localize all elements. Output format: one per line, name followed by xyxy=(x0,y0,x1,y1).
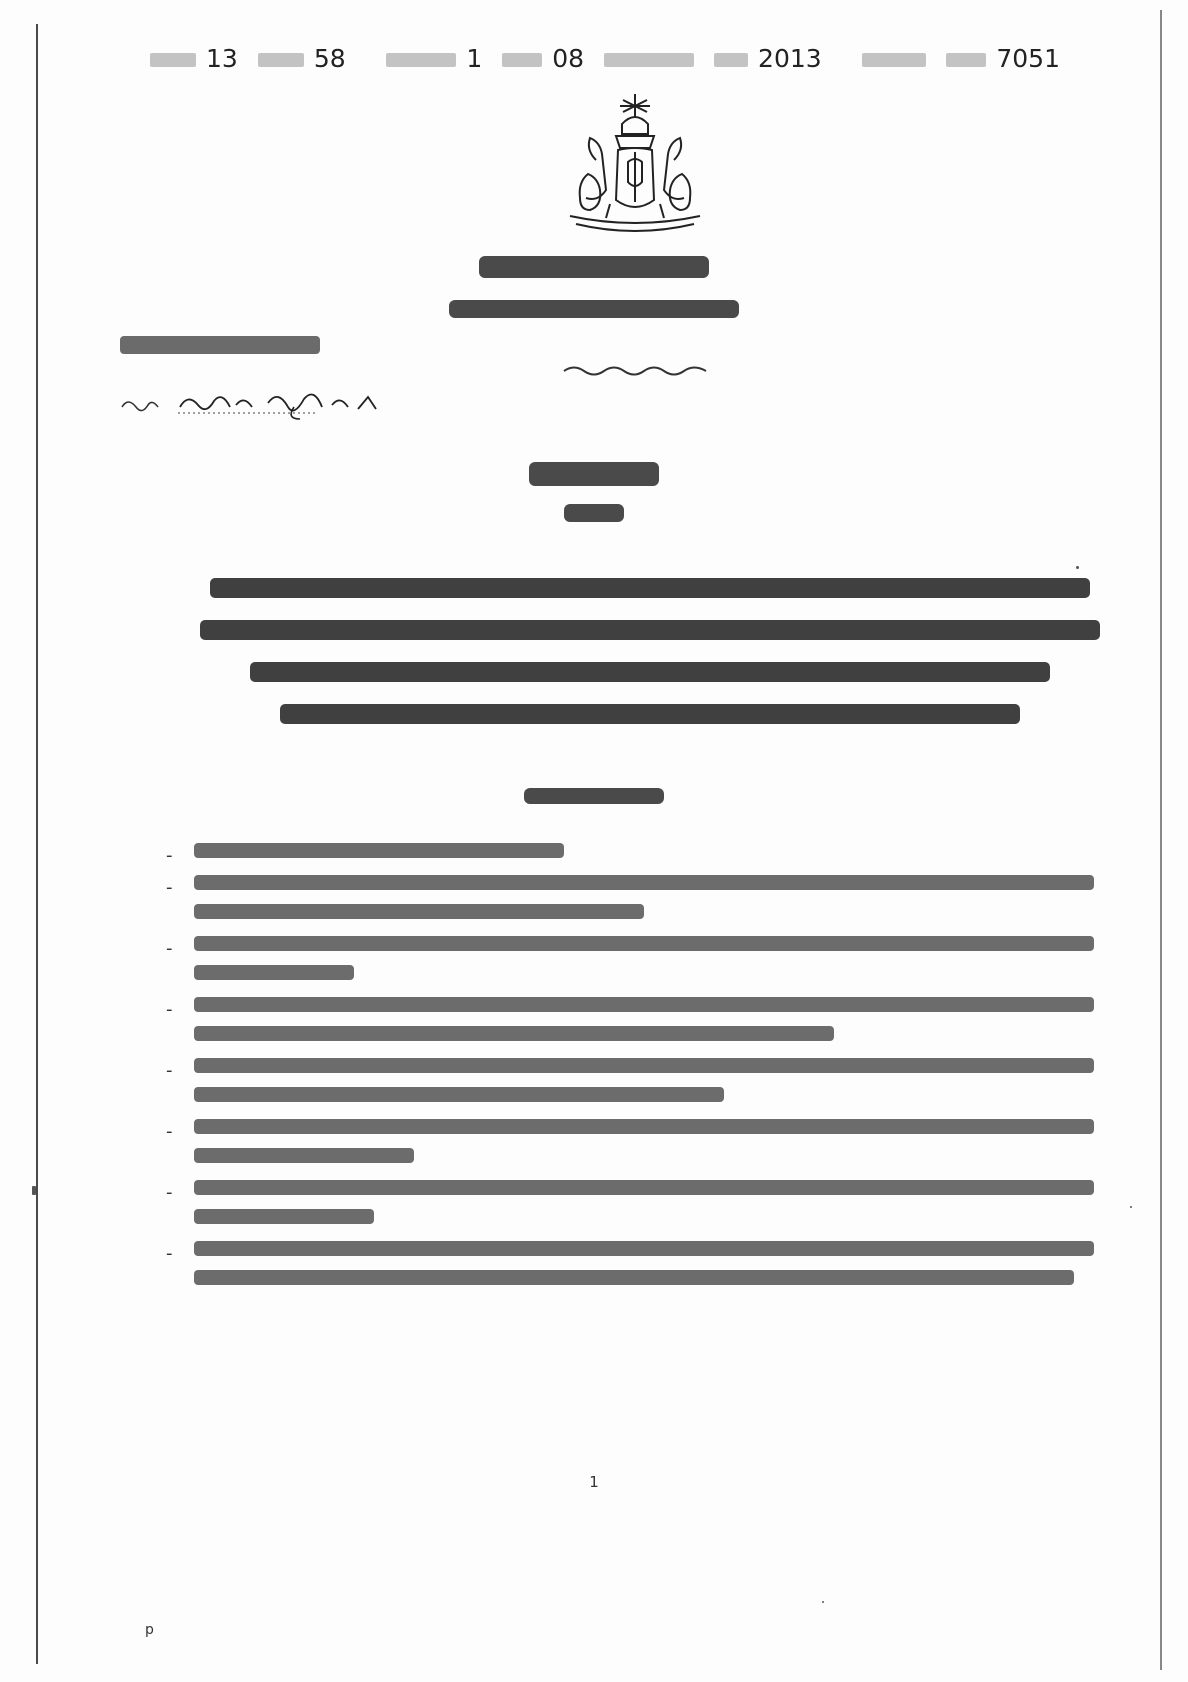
page-number: 1 xyxy=(589,1473,599,1491)
header-issue-label-illegible xyxy=(258,53,304,67)
header-page-label-illegible xyxy=(946,53,986,67)
header-month-illegible xyxy=(604,53,694,67)
header-year-issue xyxy=(140,44,346,73)
decree-about-illegible xyxy=(564,504,624,522)
institution-block xyxy=(120,336,320,354)
header-page-info xyxy=(852,44,1060,73)
bullet-dash-icon: - xyxy=(166,1060,173,1081)
item-line-illegible xyxy=(194,936,1094,951)
header-year-label-2-illegible xyxy=(714,53,748,67)
subdecree-title xyxy=(0,462,1188,522)
header-issue-value: 58 xyxy=(313,44,346,73)
institution-name-illegible xyxy=(120,336,320,354)
handwritten-reference-icon xyxy=(118,385,398,421)
header-page-value: 7051 xyxy=(996,44,1060,73)
item-line-illegible xyxy=(194,1180,1094,1195)
subject-line-illegible xyxy=(200,620,1100,640)
gazette-header xyxy=(140,44,1060,73)
header-year-label-illegible xyxy=(150,53,196,67)
item-line-illegible xyxy=(194,1119,1094,1134)
header-week-label-illegible xyxy=(386,53,456,67)
kingdom-name-illegible xyxy=(479,256,709,278)
scan-speck xyxy=(1076,566,1079,569)
item-line-illegible xyxy=(194,1026,834,1041)
header-publication-illegible xyxy=(862,53,926,67)
kingdom-title-block xyxy=(0,256,1188,318)
motto-ornament-icon xyxy=(560,364,710,378)
item-line-illegible xyxy=(194,1087,724,1102)
decree-type-illegible xyxy=(529,462,659,486)
subject-line-illegible xyxy=(250,662,1050,682)
list-item xyxy=(166,936,1106,980)
reference-number xyxy=(118,385,398,421)
bullet-dash-icon: - xyxy=(166,938,173,959)
subject-block xyxy=(200,578,1100,746)
header-date-year: 2013 xyxy=(758,44,822,73)
header-year-value: 13 xyxy=(206,44,238,73)
item-line-illegible xyxy=(194,1148,414,1163)
scan-speck xyxy=(1130,1206,1132,1208)
header-week-value: 1 xyxy=(466,44,483,73)
list-item xyxy=(166,875,1106,919)
bullet-dash-icon: - xyxy=(166,999,173,1020)
bullet-dash-icon: - xyxy=(166,1182,173,1203)
bullet-dash-icon: - xyxy=(166,1243,173,1264)
header-day-value: 08 xyxy=(552,44,585,73)
item-line-illegible xyxy=(194,1209,374,1224)
bullet-dash-icon: - xyxy=(166,845,173,866)
list-item xyxy=(166,843,1106,866)
kingdom-motto-illegible xyxy=(449,300,739,318)
list-item xyxy=(166,1180,1106,1224)
item-line-illegible xyxy=(194,1270,1074,1285)
issuer-name-illegible xyxy=(524,788,664,804)
item-line-illegible xyxy=(194,1241,1094,1256)
item-line-illegible xyxy=(194,1058,1094,1073)
corner-mark: p xyxy=(145,1622,154,1638)
issuer-heading xyxy=(0,788,1188,804)
header-day-label-illegible xyxy=(502,53,542,67)
bullet-dash-icon: - xyxy=(166,1121,173,1142)
item-line-illegible xyxy=(194,997,1094,1012)
item-line-illegible xyxy=(194,904,644,919)
list-item xyxy=(166,1119,1106,1163)
list-item xyxy=(166,997,1106,1041)
scan-speck xyxy=(822,1601,824,1603)
royal-arms-emblem-icon xyxy=(550,90,720,240)
list-item xyxy=(166,1241,1106,1285)
subject-line-illegible xyxy=(210,578,1090,598)
scan-speck xyxy=(32,1186,36,1195)
item-line-illegible xyxy=(194,965,354,980)
bullet-dash-icon: - xyxy=(166,877,173,898)
consideration-list xyxy=(166,838,1106,1302)
subject-line-illegible xyxy=(280,704,1020,724)
header-date xyxy=(376,44,821,73)
list-item xyxy=(166,1058,1106,1102)
item-line-illegible xyxy=(194,875,1094,890)
item-line-illegible xyxy=(194,843,564,858)
